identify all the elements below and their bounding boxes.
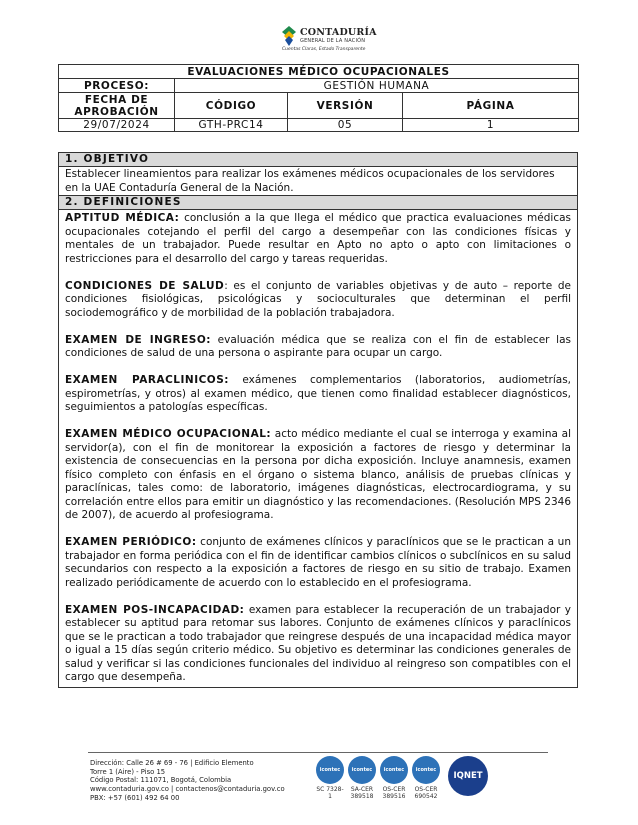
- footer-line-web[interactable]: www.contaduria.gov.co | contactenos@contaduria.gov.co: [90, 785, 285, 794]
- logo-motto: Cuentas Claras, Estado Transparente: [282, 47, 366, 52]
- definition-term: EXAMEN POS-INCAPACIDAD:: [65, 603, 245, 616]
- definition-item: [65, 536, 571, 590]
- date-value: 29/07/2024: [59, 119, 175, 132]
- objective-section: [58, 152, 578, 198]
- footer-line-postal: Código Postal: 111071, Bogotá, Colombia: [90, 776, 232, 785]
- definition-text: acto médico mediante el cual se interroga y examina al servidor(a), con el fin de monitorear la exposición a factores de riesgo y determinar la existencia de consecuencias en la persona por dicha exposición. Incluye anamnesis, examen físico completo con énfasis en el órgano o sistema blanco, análisis de pruebas clínicas y paraclínicas, tales como: de laboratorio, imágenes diagnósticas, electrocardiograma, y su correlación entre ellos para emitir un diagnóstico y las recomendaciones. (Resolución MPS 2346 de 2007), de acuerdo al profesiograma.: [65, 428, 571, 521]
- footer-line-tower: Torre 1 (Aire) - Piso 15: [90, 767, 166, 776]
- cert-number: SA-CER 389518: [350, 786, 374, 800]
- footer-line-phone: PBX: +57 (601) 492 64 00: [90, 793, 180, 802]
- footer-address: [90, 759, 285, 803]
- page-value: 1: [403, 119, 579, 132]
- process-value: GESTIÓN HUMANA: [175, 79, 579, 93]
- iqnet-icon: IQNET: [448, 756, 488, 796]
- header-table: [58, 64, 579, 132]
- logo: [270, 26, 377, 56]
- certification-badge: [316, 756, 344, 800]
- logo-emblem-icon: [282, 26, 296, 46]
- cert-number: OS-CER 389516: [382, 786, 406, 800]
- icontec-icon: icontec: [348, 756, 376, 784]
- certification-badge: [380, 756, 408, 800]
- definition-text: : es el conjunto de variables objetivas y de auto – reporte de condiciones fisiológicas, psicológicas y socioculturales que determinan el perfil sociodemográfico y de morbilidad de la población trabajadora.: [65, 279, 571, 319]
- definition-item: [65, 334, 571, 361]
- definition-term: APTITUD MÉDICA:: [65, 212, 180, 224]
- icontec-icon: icontec: [316, 756, 344, 784]
- certification-badge: [412, 756, 440, 800]
- doc-title: EVALUACIONES MÉDICO OCUPACIONALES: [59, 65, 579, 79]
- definition-text: conclusión a la que llega el médico que practica evaluaciones médicas ocupacionales cotejando el perfil del cargo a desempeñar con las condiciones físicas y mentales de un trabajador. Puede resultar en Apto no apto o apto con limitaciones o restricciones para el desarrollo del cargo y tareas requeridas.: [65, 212, 572, 265]
- definition-term: EXAMEN DE INGRESO:: [65, 333, 211, 346]
- icontec-icon: icontec: [380, 756, 408, 784]
- definition-text: conjunto de exámenes clínicos y paraclínicos que se le practican a un trabajador en forma periódica con el fin de identificar cambios clínicos o subclínicos en su salud secundarios con respecto a la exposición a factores de riesgo en su sitio de trabajo. Examen realizado periódicamente de acuerdo con lo establecido en el profesiograma.: [65, 536, 571, 589]
- version-label: VERSIÓN: [288, 93, 403, 119]
- definition-text: exámenes complementarios (laboratorios, audiometrías, espirometrías, y otros) al examen médico, que tienen como finalidad establecer diagnósticos, seguimientos a patologías específicas.: [65, 374, 571, 413]
- definition-item: [65, 374, 571, 415]
- definitions-section: [58, 195, 578, 688]
- logo-subtitle: GENERAL DE LA NACIÓN: [300, 38, 366, 44]
- certification-badge: [348, 756, 376, 800]
- objective-text: Establecer lineamientos para realizar los exámenes médicos ocupacionales de los servidores en la UAE Contaduría General de la Nación.: [65, 168, 555, 194]
- definition-term: CONDICIONES DE SALUD: [65, 279, 225, 292]
- definition-text: examen para establecer la recuperación de un trabajador y establecer su aptitud para retomar sus labores. Conjunto de exámenes clínicos y paraclínicos que se le practican a todo trabajador que reingrese después de una incapacidad médica mayor o igual a 15 días según criterio médico. Su objetivo es determinar las condiciones generales de salud y verificar si las condiciones funcionales del individuo al reingreso son compatibles con el cargo que desempeña.: [65, 603, 571, 683]
- date-label: FECHA DE APROBACIÓN: [59, 93, 175, 119]
- cert-number: SC 7328-1: [316, 786, 344, 800]
- footer-line-address: Dirección: Calle 26 # 69 - 76 | Edificio Elemento: [90, 759, 254, 767]
- cert-number: OS-CER 690542: [414, 786, 438, 800]
- logo-name: CONTADURÍA: [300, 27, 377, 38]
- definition-item: [65, 604, 571, 685]
- definition-term: EXAMEN MÉDICO OCUPACIONAL:: [65, 428, 272, 440]
- definition-term: EXAMEN PARACLINICOS:: [65, 374, 229, 386]
- code-value: GTH-PRC14: [175, 119, 288, 132]
- icontec-icon: icontec: [412, 756, 440, 784]
- code-label: CÓDIGO: [175, 93, 288, 119]
- footer-divider: [88, 752, 548, 753]
- definition-text: evaluación médica que se realiza con el fin de establecer las condiciones de salud de una persona o aspirante para ocupar un cargo.: [65, 333, 571, 359]
- definition-item: [65, 428, 571, 523]
- definition-item: [65, 280, 571, 321]
- definitions-title: 2. DEFINICIONES: [59, 195, 577, 210]
- page-label: PÁGINA: [403, 93, 579, 119]
- process-label: PROCESO:: [59, 79, 175, 93]
- definition-item: [65, 212, 571, 266]
- definition-term: EXAMEN PERIÓDICO:: [65, 536, 197, 548]
- version-value: 05: [288, 119, 403, 132]
- objective-title: 1. OBJETIVO: [59, 153, 577, 167]
